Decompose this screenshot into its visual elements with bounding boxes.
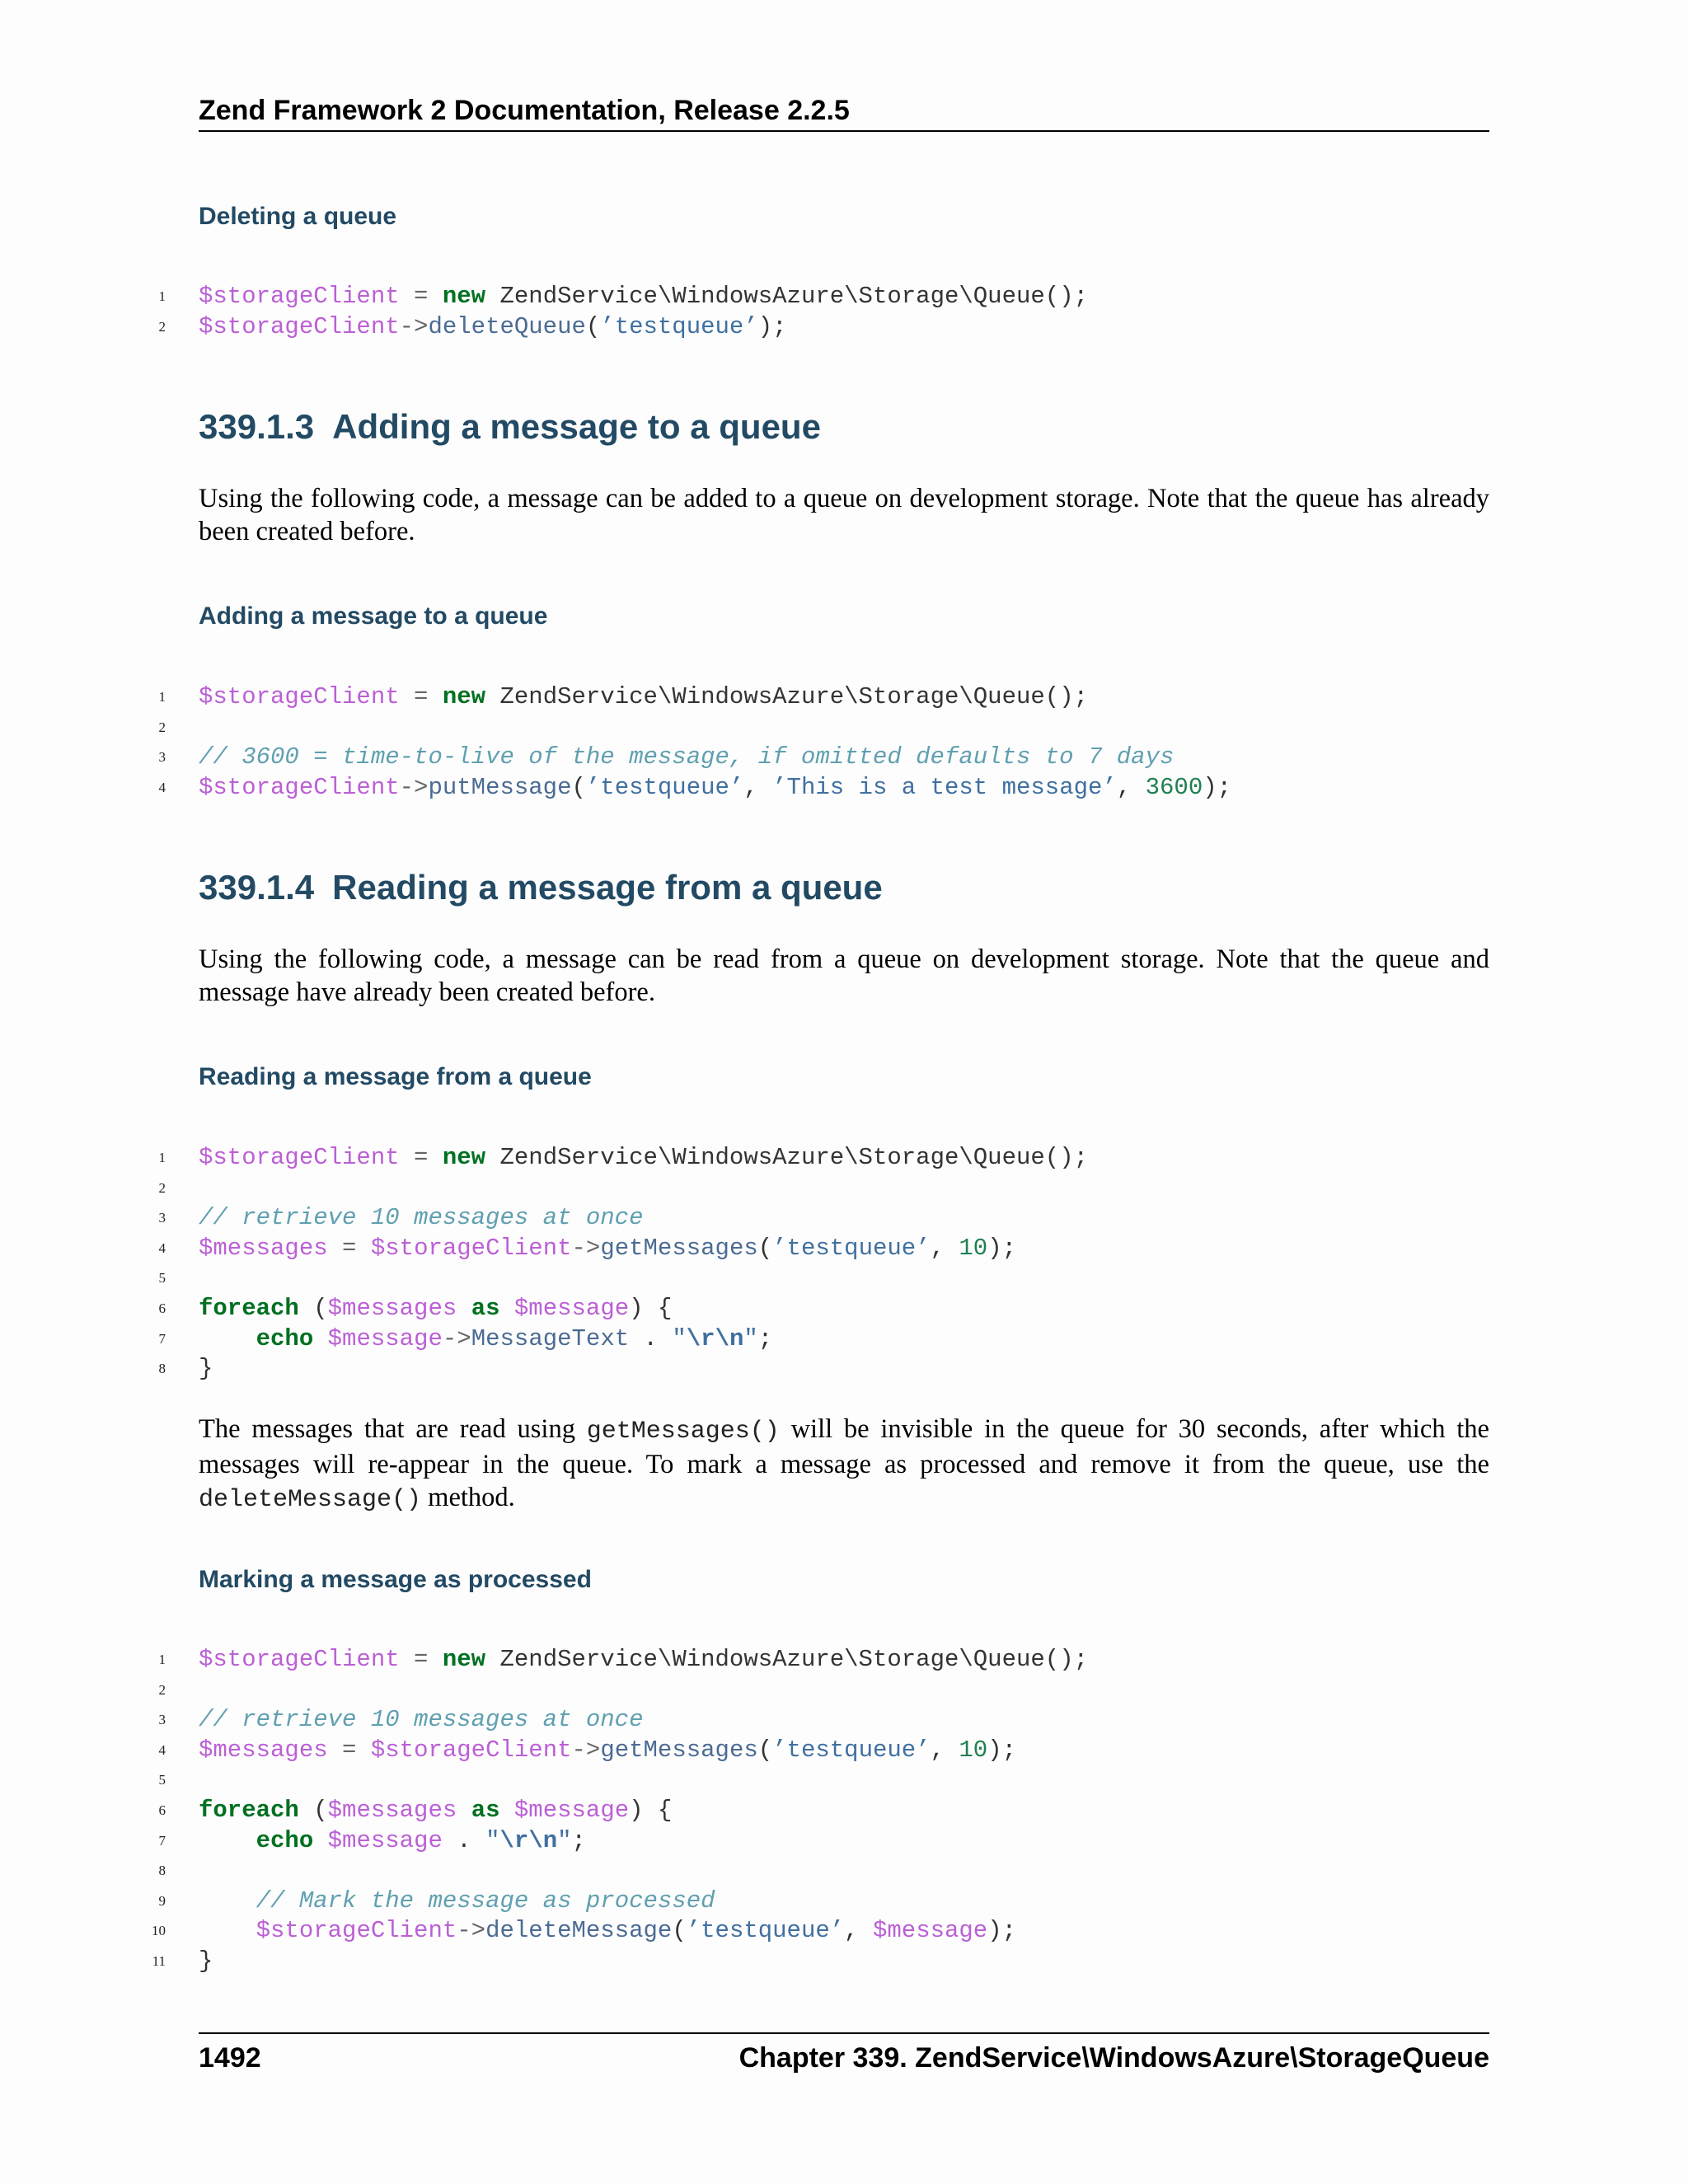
code-caption-marking-processed: Marking a message as processed [199, 1566, 592, 1593]
line-number: 11 [152, 1952, 166, 1969]
section-title-text: Adding a message to a queue [332, 407, 821, 446]
text-run: The messages that are read using [199, 1414, 587, 1444]
chapter-title: Chapter 339. ZendService\WindowsAzure\StorageQueue [738, 2042, 1489, 2074]
paragraph-reading-message: Using the following code, a message can be read from a queue on development storage. Note that the queue and message have already been created before. [199, 944, 1489, 1007]
section-title-text: Reading a message from a queue [332, 868, 883, 907]
paragraph-getmessages-note [199, 1413, 1489, 1516]
code-text: $storageClient->deleteQueue(’testqueue’); [199, 312, 787, 340]
line-number: 1 [158, 689, 166, 705]
line-number: 10 [152, 1923, 166, 1939]
code-text: foreach ($messages as $message) { [199, 1294, 673, 1322]
line-number: 6 [158, 1300, 166, 1316]
line-number: 3 [158, 749, 166, 766]
code-caption-reading-message: Reading a message from a queue [199, 1063, 592, 1090]
line-number: 1 [158, 1652, 166, 1667]
code-text: } [199, 1355, 213, 1383]
section-number: 339.1.3 [199, 407, 315, 446]
paragraph-adding-message: Using the following code, a message can be added to a queue on development storage. Note that the queue has already been created before. [199, 484, 1489, 546]
code-text: foreach ($messages as $message) { [199, 1796, 673, 1824]
code-text: echo $message . "\r\n"; [256, 1826, 586, 1854]
page-footer [199, 2032, 1489, 2075]
line-number: 2 [158, 1681, 166, 1698]
code-text: $messages = $storageClient->getMessages(’testqueue’, 10); [199, 1234, 1017, 1262]
text-run: will be invisible in the queue for 30 seconds, after which the messages will re-appear in the queue. To mark a message as processed and remove it from the queue, use the [199, 1414, 1489, 1479]
code-text: $storageClient->deleteMessage(’testqueue’, $message); [256, 1917, 1017, 1945]
code-text: $storageClient->putMessage(’testqueue’, ’This is a test message’, 3600); [199, 773, 1232, 801]
code-text: $messages = $storageClient->getMessages(’testqueue’, 10); [199, 1736, 1017, 1764]
line-number: 8 [158, 1863, 166, 1879]
section-heading-adding-message [199, 407, 821, 447]
code-text: // retrieve 10 messages at once [199, 1706, 644, 1734]
code-caption-deleting-queue: Deleting a queue [199, 203, 397, 230]
code-text: // retrieve 10 messages at once [199, 1204, 644, 1232]
code-text: } [199, 1947, 213, 1975]
code-text: $storageClient = new ZendService\WindowsAzure\Storage\Queue(); [199, 1646, 1088, 1673]
inline-code-getmessages: getMessages() [586, 1418, 780, 1446]
code-text: echo $message->MessageText . "\r\n"; [256, 1324, 773, 1352]
line-number: 4 [158, 1240, 166, 1256]
page-number: 1492 [199, 2042, 261, 2074]
text-run: method. [421, 1483, 515, 1512]
line-number: 5 [158, 1772, 166, 1788]
code-text: // 3600 = time-to-live of the message, if omitted defaults to 7 days [199, 743, 1175, 771]
line-number: 2 [158, 1179, 166, 1196]
line-number: 1 [158, 1150, 166, 1165]
line-number: 1 [158, 288, 166, 304]
line-number: 2 [158, 318, 166, 335]
line-number: 3 [158, 1210, 166, 1226]
line-number: 7 [158, 1832, 166, 1849]
line-number: 4 [158, 1741, 166, 1758]
line-number: 4 [158, 779, 166, 795]
code-text: $storageClient = new ZendService\WindowsAzure\Storage\Queue(); [199, 1144, 1088, 1171]
code-text: $storageClient = new ZendService\WindowsAzure\Storage\Queue(); [199, 683, 1088, 710]
line-number: 6 [158, 1802, 166, 1818]
inline-code-deletemessage: deleteMessage() [199, 1486, 422, 1514]
line-number: 9 [158, 1892, 166, 1909]
code-caption-adding-message: Adding a message to a queue [199, 602, 548, 630]
section-heading-reading-message [199, 868, 883, 907]
line-number: 7 [158, 1330, 166, 1347]
line-number: 3 [158, 1712, 166, 1728]
running-header: Zend Framework 2 Documentation, Release 2.2.5 [199, 94, 1489, 132]
line-number: 8 [158, 1361, 166, 1377]
code-text: // Mark the message as processed [256, 1886, 715, 1915]
line-number: 5 [158, 1270, 166, 1286]
line-number: 2 [158, 719, 166, 735]
section-number: 339.1.4 [199, 868, 315, 907]
code-text: $storageClient = new ZendService\WindowsAzure\Storage\Queue(); [199, 283, 1088, 310]
